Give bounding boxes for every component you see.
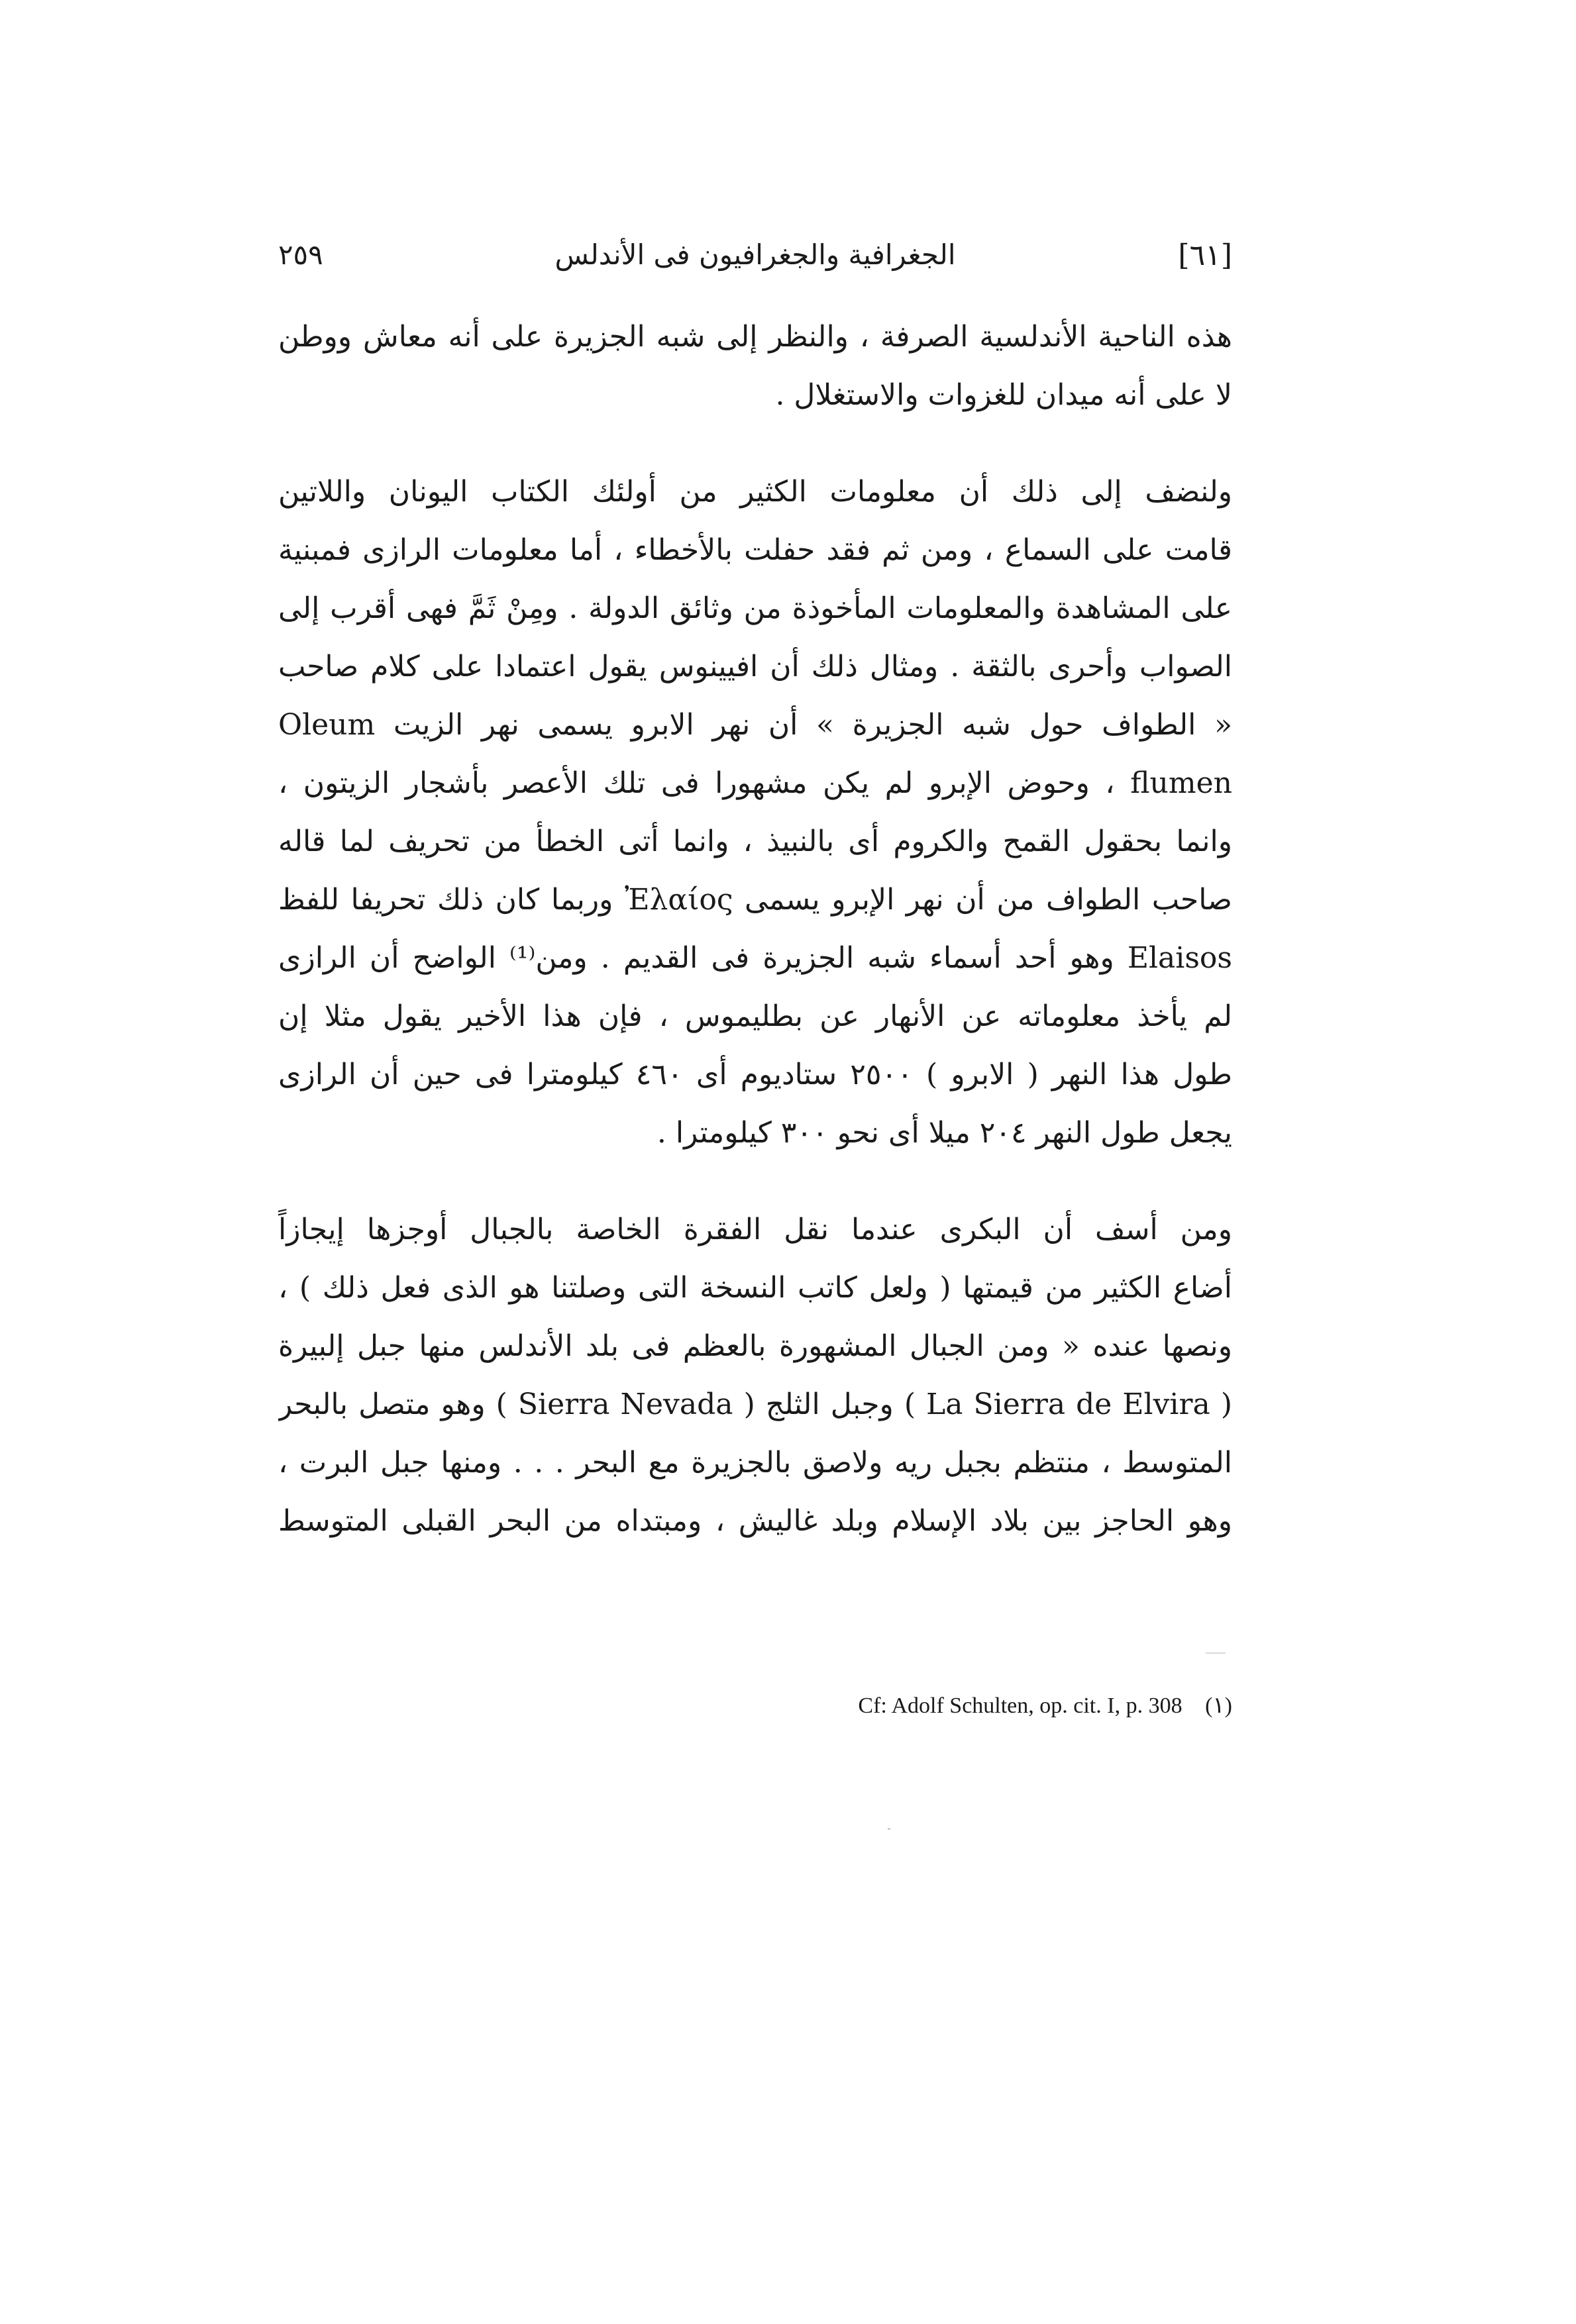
paragraph-1 — [278, 308, 1232, 425]
body-text — [278, 308, 1232, 1589]
text-line: الصواب وأحرى بالثقة . ومثال ذلك أن افيينوس يقول اعتمادا على كلام صاحب — [278, 650, 1232, 683]
text-line: Elaisos وهو أحد أسماء شبه الجزيرة فى القديم . ومن⁽¹⁾ الواضح أن الرازى — [278, 941, 1232, 975]
running-head — [278, 238, 1232, 291]
text-line: لا على أنه ميدان للغزوات والاستغلال . — [775, 378, 1232, 412]
page-number: ٢٥٩ — [278, 238, 323, 271]
section-number: [٦١] — [1178, 238, 1232, 272]
text-line: على المشاهدة والمعلومات المأخوذة من وثائق الدولة . ومِنْ ثَمَّ فهى أقرب إلى — [278, 591, 1232, 625]
text-line: ونصها عنده « ومن الجبال المشهورة بالعظم فى بلد الأندلس منها جبل إلبيرة — [278, 1329, 1232, 1363]
text-line: المتوسط ، منتظم بجبل ريه ولاصق بالجزيرة مع البحر . . . ومنها جبل البرت ، — [278, 1446, 1232, 1480]
text-line: « الطواف حول شبه الجزيرة » أن نهر الابرو يسمى نهر الزيت Oleum — [278, 708, 1232, 742]
footnote-mark: (١) — [1205, 1693, 1232, 1718]
text-line: صاحب الطواف من أن نهر الإبرو يسمى Ἐλαίος وربما كان ذلك تحريفا للفظ — [278, 883, 1232, 917]
text-line: أضاع الكثير من قيمتها ( ولعل كاتب النسخة التى وصلتنا هو الذى فعل ذلك ) ، — [278, 1271, 1232, 1305]
footnote — [662, 1692, 1232, 1719]
running-title: الجغرافية والجغرافيون فى الأندلس — [554, 238, 956, 271]
text-line: ( La Sierra de Elvira ) وجبل الثلج ( Sierra Nevada ) وهو متصل بالبحر — [278, 1388, 1232, 1421]
paragraph-2 — [278, 463, 1232, 1162]
text-line: طول هذا النهر ( الابرو ) ٢٥٠٠ ستاديوم أى ٤٦٠ كيلومترا فى حين أن الرازى — [278, 1058, 1232, 1091]
text-line: ولنضف إلى ذلك أن معلومات الكثير من أولئك الكتاب اليونان واللاتين — [278, 475, 1232, 509]
footnote-divider — [1206, 1652, 1226, 1654]
text-line: قامت على السماع ، ومن ثم فقد حفلت بالأخطاء ، أما معلومات الرازى فمبنية — [278, 533, 1232, 567]
text-line: لم يأخذ معلوماته عن الأنهار عن بطليموس ، فإن هذا الأخير يقول مثلا إن — [278, 999, 1232, 1033]
text-line: وانما بحقول القمح والكروم أى بالنبيذ ، وانما أتى الخطأ من تحريف لما قاله — [278, 825, 1232, 858]
scan-speck — [888, 1828, 890, 1830]
text-line: وهو الحاجز بين بلاد الإسلام وبلد غاليش ، ومبتداه من البحر القبلى المتوسط — [278, 1504, 1232, 1538]
text-line: ومن أسف أن البكرى عندما نقل الفقرة الخاصة بالجبال أوجزها إيجازاً — [278, 1213, 1232, 1246]
text-line: يجعل طول النهر ٢٠٤ ميلا أى نحو ٣٠٠ كيلومترا . — [657, 1116, 1232, 1150]
text-line: هذه الناحية الأندلسية الصرفة ، والنظر إلى شبه الجزيرة على أنه معاش ووطن — [278, 320, 1232, 354]
paragraph-3 — [278, 1201, 1232, 1550]
text-line: flumen ، وحوض الإبرو لم يكن مشهورا فى تلك الأعصر بأشجار الزيتون ، — [278, 766, 1232, 800]
footnote-text: Cf: Adolf Schulten, op. cit. I, p. 308 — [858, 1693, 1182, 1718]
